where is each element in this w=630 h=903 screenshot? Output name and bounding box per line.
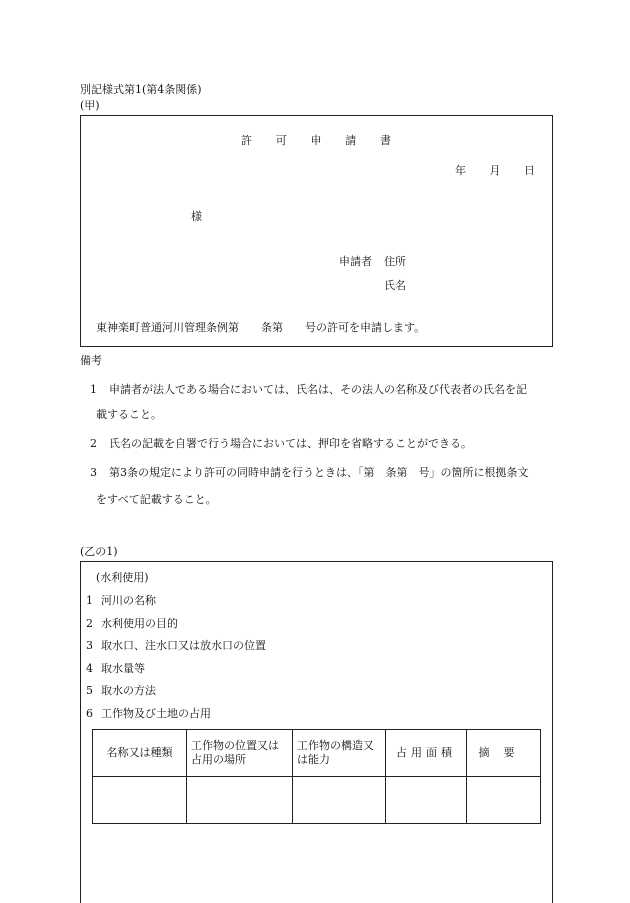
- table-row: [93, 777, 541, 824]
- item-occupancy: 工作物及び土地の占用: [101, 707, 211, 720]
- month-label: 月: [489, 164, 501, 177]
- item-purpose: 水利使用の目的: [101, 617, 178, 630]
- date-line: [455, 164, 535, 178]
- note-text: 第3条の規定により許可の同時申請を行うときは、「第 条第 号」の箇所に根拠条文: [109, 466, 529, 479]
- application-statement: 東神楽町普通河川管理条例第 条第 号の許可を申請します。: [96, 321, 426, 334]
- note-text-continued: 載すること。: [96, 408, 162, 421]
- item-number: 3: [86, 639, 93, 652]
- table-cell: [386, 777, 467, 824]
- application-form-box: [80, 115, 553, 347]
- note-text: 申請者が法人である場合においては、氏名は、その法人の名称及び代表者の氏名を記: [109, 383, 527, 396]
- table-cell: [187, 777, 293, 824]
- item-number: 6: [86, 707, 93, 720]
- day-label: 日: [524, 164, 535, 177]
- applicant-label: 申請者: [339, 255, 372, 268]
- addressee-suffix: 様: [191, 210, 202, 223]
- note-number: 3: [90, 466, 97, 479]
- note-number: 2: [90, 437, 97, 450]
- header-remarks: 摘要: [467, 730, 541, 777]
- title-char: 申: [310, 134, 322, 147]
- header-location: 工作物の位置又は占用の場所: [187, 730, 293, 777]
- title-char: 許: [241, 134, 252, 147]
- note-text: 氏名の記載を自署で行う場合においては、押印を省略することができる。: [109, 437, 472, 450]
- water-use-subtitle: (水利使用): [96, 571, 149, 584]
- header-structure: 工作物の構造又は能力: [293, 730, 386, 777]
- item-number: 2: [86, 617, 93, 630]
- notes-heading: 備考: [80, 354, 102, 367]
- title-char: 可: [275, 134, 287, 147]
- item-number: 1: [86, 594, 93, 607]
- title-char: 書: [380, 134, 391, 147]
- address-label: 住所: [384, 255, 406, 268]
- table-cell: [93, 777, 187, 824]
- title-char: 請: [345, 134, 357, 147]
- note-number: 1: [90, 383, 97, 396]
- occupancy-table: [92, 729, 541, 824]
- item-number: 5: [86, 684, 93, 697]
- table-header-row: [93, 730, 541, 777]
- header-area: 占用面積: [386, 730, 467, 777]
- note-text-continued: をすべて記載すること。: [96, 493, 217, 506]
- item-intake-method: 取水の方法: [101, 684, 156, 697]
- item-intake-location: 取水口、注水口又は放水口の位置: [101, 639, 266, 652]
- year-label: 年: [455, 164, 466, 177]
- section-a-label: (甲): [80, 99, 100, 112]
- header-name-or-type: 名称又は種類: [93, 730, 187, 777]
- table-cell: [467, 777, 541, 824]
- name-label: 氏名: [384, 279, 406, 292]
- form-title: 別記様式第1(第4条関係): [80, 83, 202, 96]
- item-river-name: 河川の名称: [101, 594, 156, 607]
- application-title: [241, 134, 391, 148]
- item-intake-amount: 取水量等: [101, 662, 145, 675]
- item-number: 4: [86, 662, 93, 675]
- section-b-label: (乙の1): [80, 545, 118, 558]
- table-cell: [293, 777, 386, 824]
- water-use-box: [80, 561, 553, 903]
